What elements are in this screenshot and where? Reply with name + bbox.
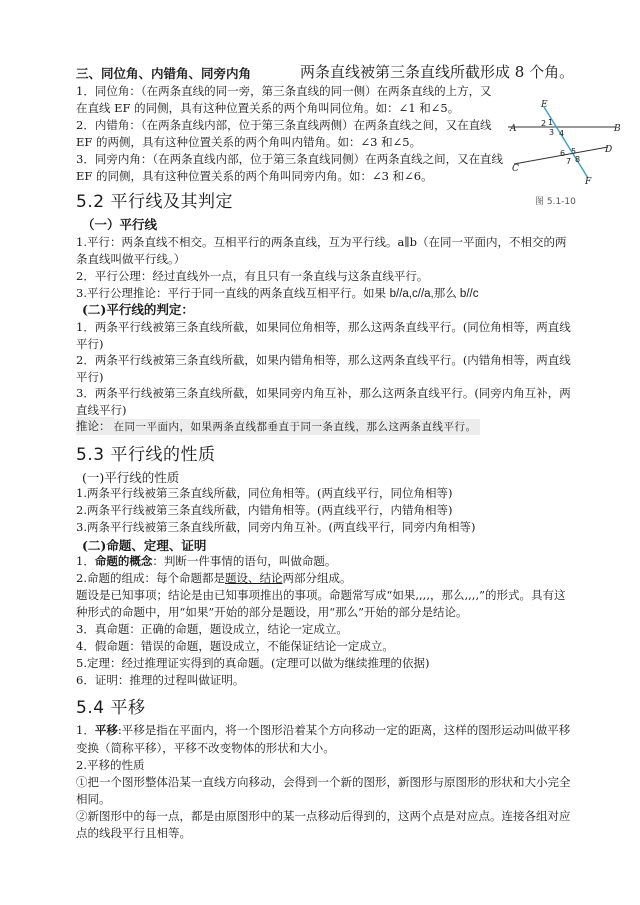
text-line: 1．同位角：（在两条直线的同一旁，第三条直线的同一侧）在两条直线的上方，又 <box>76 84 492 98</box>
angle-label: 1 <box>548 118 554 127</box>
text-line: 5.定理：经过推理证实得到的真命题。(定理可以做为继续推理的依据) <box>76 656 430 670</box>
section-heading: 三、同位角、内错角、同旁内角 <box>76 66 252 81</box>
text-line: 相同。 <box>76 792 111 806</box>
subsection-title: (二)命题、定理、证明 <box>82 538 207 553</box>
section-title: 5.2 平行线及其判定 <box>76 192 233 212</box>
term-bold: 命题的概念 <box>94 554 153 568</box>
corollary-label: 3.平行公理推论：平行于同一直线的两条直线互相平行。如果 <box>76 286 390 300</box>
text-line <box>76 570 351 586</box>
angle-label: 8 <box>575 155 581 164</box>
text-line: 在直线 EF 的同侧，具有这种位置关系的两个角叫同位角。如：∠1 和∠5。 <box>76 101 460 115</box>
term-definition: :平移是指在平面内，将一个图形沿着某个方向移动一定的距离，这样的图形运动叫做平移 <box>117 723 571 737</box>
label-d: D <box>605 145 613 155</box>
text-line: 2．平行公理：经过直线外一点，有且只有一条直线与这条直线平行。 <box>76 269 429 283</box>
text-line: 平行) <box>76 337 104 351</box>
subsection-title: (二)平行线的判定： <box>82 302 194 317</box>
text-line: 3．两条平行线被第三条直线所截，如果同旁内角互补，那么这两条直线平行。(同旁内角互补，两 <box>76 386 571 400</box>
text-line: 1．两条平行线被第三条直线所截，如果同位角相等，那么这两条直线平行。(同位角相等，两直线 <box>76 320 571 334</box>
label-e: E <box>541 100 548 110</box>
inference-line <box>76 418 480 435</box>
text-line: 点的线段平行且相等。 <box>76 826 191 840</box>
text-span: 2.命题的组成：每个命题都是 <box>76 571 225 585</box>
section-headline: 两条直线被第三条直线所截形成 8 个角。 <box>300 63 575 81</box>
angle-label: 7 <box>566 157 572 166</box>
label-c: C <box>512 164 519 174</box>
text-line: 3．真命题：正确的命题，题设成立，结论一定成立。 <box>76 622 348 636</box>
angle-label: 2 <box>541 119 547 128</box>
text-line: 1.平行：两条直线不相交。互相平行的两条直线，互为平行线。a∥b（在同一平面内，不相交的两 <box>76 235 567 249</box>
item-number: 1． <box>76 554 95 568</box>
figure-caption: 图 5.1-10 <box>535 197 576 207</box>
section-title: 5.4 平移 <box>76 698 146 718</box>
label-f: F <box>585 177 592 187</box>
text-line: ②新图形中的每一点，都是由原图形中的某一点移动后得到的，这两个点是对应点。连接各组对应 <box>76 809 571 823</box>
text-line: 4．假命题：错误的命题，题设成立，不能保证结论一定成立。 <box>76 639 394 653</box>
angle-label: 4 <box>559 129 565 138</box>
text-span: 两部分组成。 <box>282 571 352 585</box>
section-title: 5.3 平行线的性质 <box>76 445 216 465</box>
text-line: 6．证明：推理的过程叫做证明。 <box>76 673 245 687</box>
text-line: EF 的同侧，具有这种位置关系的两个角叫同旁内角。如：∠3 和∠6。 <box>76 169 433 183</box>
inference-text: 在同一平面内，如果两条直线都垂直于同一条直线，那么这两条直线平行。 <box>114 419 480 435</box>
text-line <box>76 553 336 569</box>
angle-label: 3 <box>549 128 555 137</box>
term-definition: ：判断一件事情的语句，叫做命题。 <box>152 554 337 568</box>
text-line: 题设是已知事项；结论是由已知事项推出的事项。命题常写成“如果,,,,，那么,,,,”的形式。具有这 <box>76 588 566 602</box>
label-b: B <box>614 124 621 134</box>
subsection-title: (一)平行线的性质 <box>82 470 180 485</box>
label-a: A <box>510 124 517 134</box>
angle-label: 5 <box>571 147 577 156</box>
text-line: 1.两条平行线被第三条直线所截，同位角相等。(两直线平行，同位角相等) <box>76 486 453 500</box>
text-line: 变换（简称平移），平移不改变物体的形状和大小。 <box>76 741 335 755</box>
text-line: 2．两条平行线被第三条直线所截，如果内错角相等，那么这两条直线平行。(内错角相等，两直线 <box>76 353 571 367</box>
subsection-title: （一）平行线 <box>82 217 158 232</box>
text-line: ①把一个图形整体沿某一直线方向移动，会得到一个新的图形，新图形与原图形的形状和大小完全 <box>76 775 571 789</box>
item-number: 1． <box>76 723 95 737</box>
angle-label: 6 <box>560 149 566 158</box>
text-line: 3．同旁内角：（在两条直线内部，位于第三条直线同侧）在两条直线之间，又在直线 <box>76 152 504 166</box>
text-line: 种形式的命题中，用“如果”开始的部分是题设，用“那么”开始的部分是结论。 <box>76 605 468 619</box>
text-line: 2.两条平行线被第三条直线所截，内错角相等。(两直线平行，内错角相等) <box>76 503 453 517</box>
text-line: 条直线叫做平行线。） <box>76 252 186 266</box>
text-line: 直线平行) <box>76 403 127 417</box>
underlined-term: 题设、结论 <box>224 571 283 585</box>
inference-label: 推论： <box>76 417 114 435</box>
text-line: 3.两条平行线被第三条直线所截，同旁内角互补。(两直线平行，同旁内角相等) <box>76 520 476 534</box>
text-line: 2.平移的性质 <box>76 758 145 772</box>
text-line <box>76 722 570 738</box>
text-line: 2．内错角：（在两条直线内部，位于第三条直线两侧）在两条直线之间，又在直线 <box>76 118 492 132</box>
term-bold: 平移 <box>94 723 118 737</box>
corollary-math: b//a,c//a,那么 b//c <box>389 288 479 300</box>
text-line: 平行) <box>76 370 104 384</box>
text-line: EF 的两侧，具有这种位置关系的两个角叫内错角。如：∠3 和∠5。 <box>76 135 422 149</box>
